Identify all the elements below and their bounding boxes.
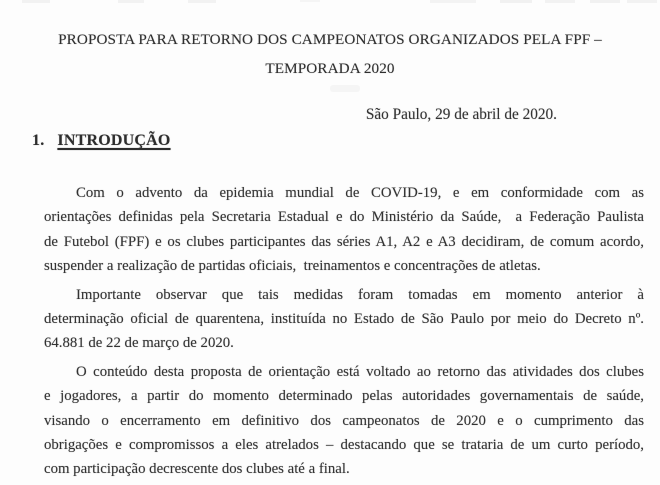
paragraph-line: obrigações e compromissos a eles atrelados – destacando que se trataria de um curto período, bbox=[44, 436, 644, 453]
paragraph-2 bbox=[44, 283, 644, 356]
document-body bbox=[44, 181, 644, 482]
paragraph-1 bbox=[44, 181, 644, 279]
paragraph-line: Com o advento da epidemia mundial de COVID-19, e em conformidade com as bbox=[76, 185, 644, 201]
paragraph-3 bbox=[44, 360, 644, 482]
paragraph-line: 64.881 de 22 de março de 2020. bbox=[44, 335, 234, 352]
paragraph-line: de Futebol (FPF) e os clubes participantes das séries A1, A2 e A3 decidiram, de comum acordo, bbox=[44, 233, 644, 250]
paragraph-line: e jogadores, a partir do momento determinado pelas autoridades governamentais de saúde, bbox=[44, 388, 644, 405]
scan-smudge bbox=[330, 85, 360, 92]
section-title: INTRODUÇÃO bbox=[57, 132, 171, 149]
paragraph-line: visando o encerramento em definitivo dos campeonatos de 2020 e o cumprimento das bbox=[44, 412, 644, 429]
paragraph-line: Importante observar que tais medidas foram tomadas em momento anterior à bbox=[76, 286, 644, 303]
section-heading bbox=[32, 131, 660, 151]
paragraph-line: O conteúdo desta proposta de orientação está voltado ao retorno das atividades dos clubes bbox=[76, 363, 644, 380]
document-title-line2: TEMPORADA 2020 bbox=[265, 59, 395, 77]
section-number: 1. bbox=[32, 132, 45, 149]
document-title bbox=[0, 0, 660, 83]
clipped-text-artifacts bbox=[0, 0, 660, 4]
paragraph-line: com participação decrescente dos clubes até a final. bbox=[44, 461, 350, 478]
paragraph-line: orientações definidas pela Secretaria Estadual e do Ministério da Saúde, a Federação Paulista bbox=[44, 209, 644, 226]
document-title-line1: PROPOSTA PARA RETORNO DOS CAMPEONATOS ORGANIZADOS PELA FPF – bbox=[58, 31, 602, 48]
paragraph-line: determinação oficial de quarentena, instituída no Estado de São Paulo por meio do Decreto nº. bbox=[44, 310, 644, 327]
dateline: São Paulo, 29 de abril de 2020. bbox=[365, 106, 557, 123]
paragraph-line: suspender a realização de partidas oficiais, treinamentos e concentrações de atletas. bbox=[44, 258, 541, 275]
